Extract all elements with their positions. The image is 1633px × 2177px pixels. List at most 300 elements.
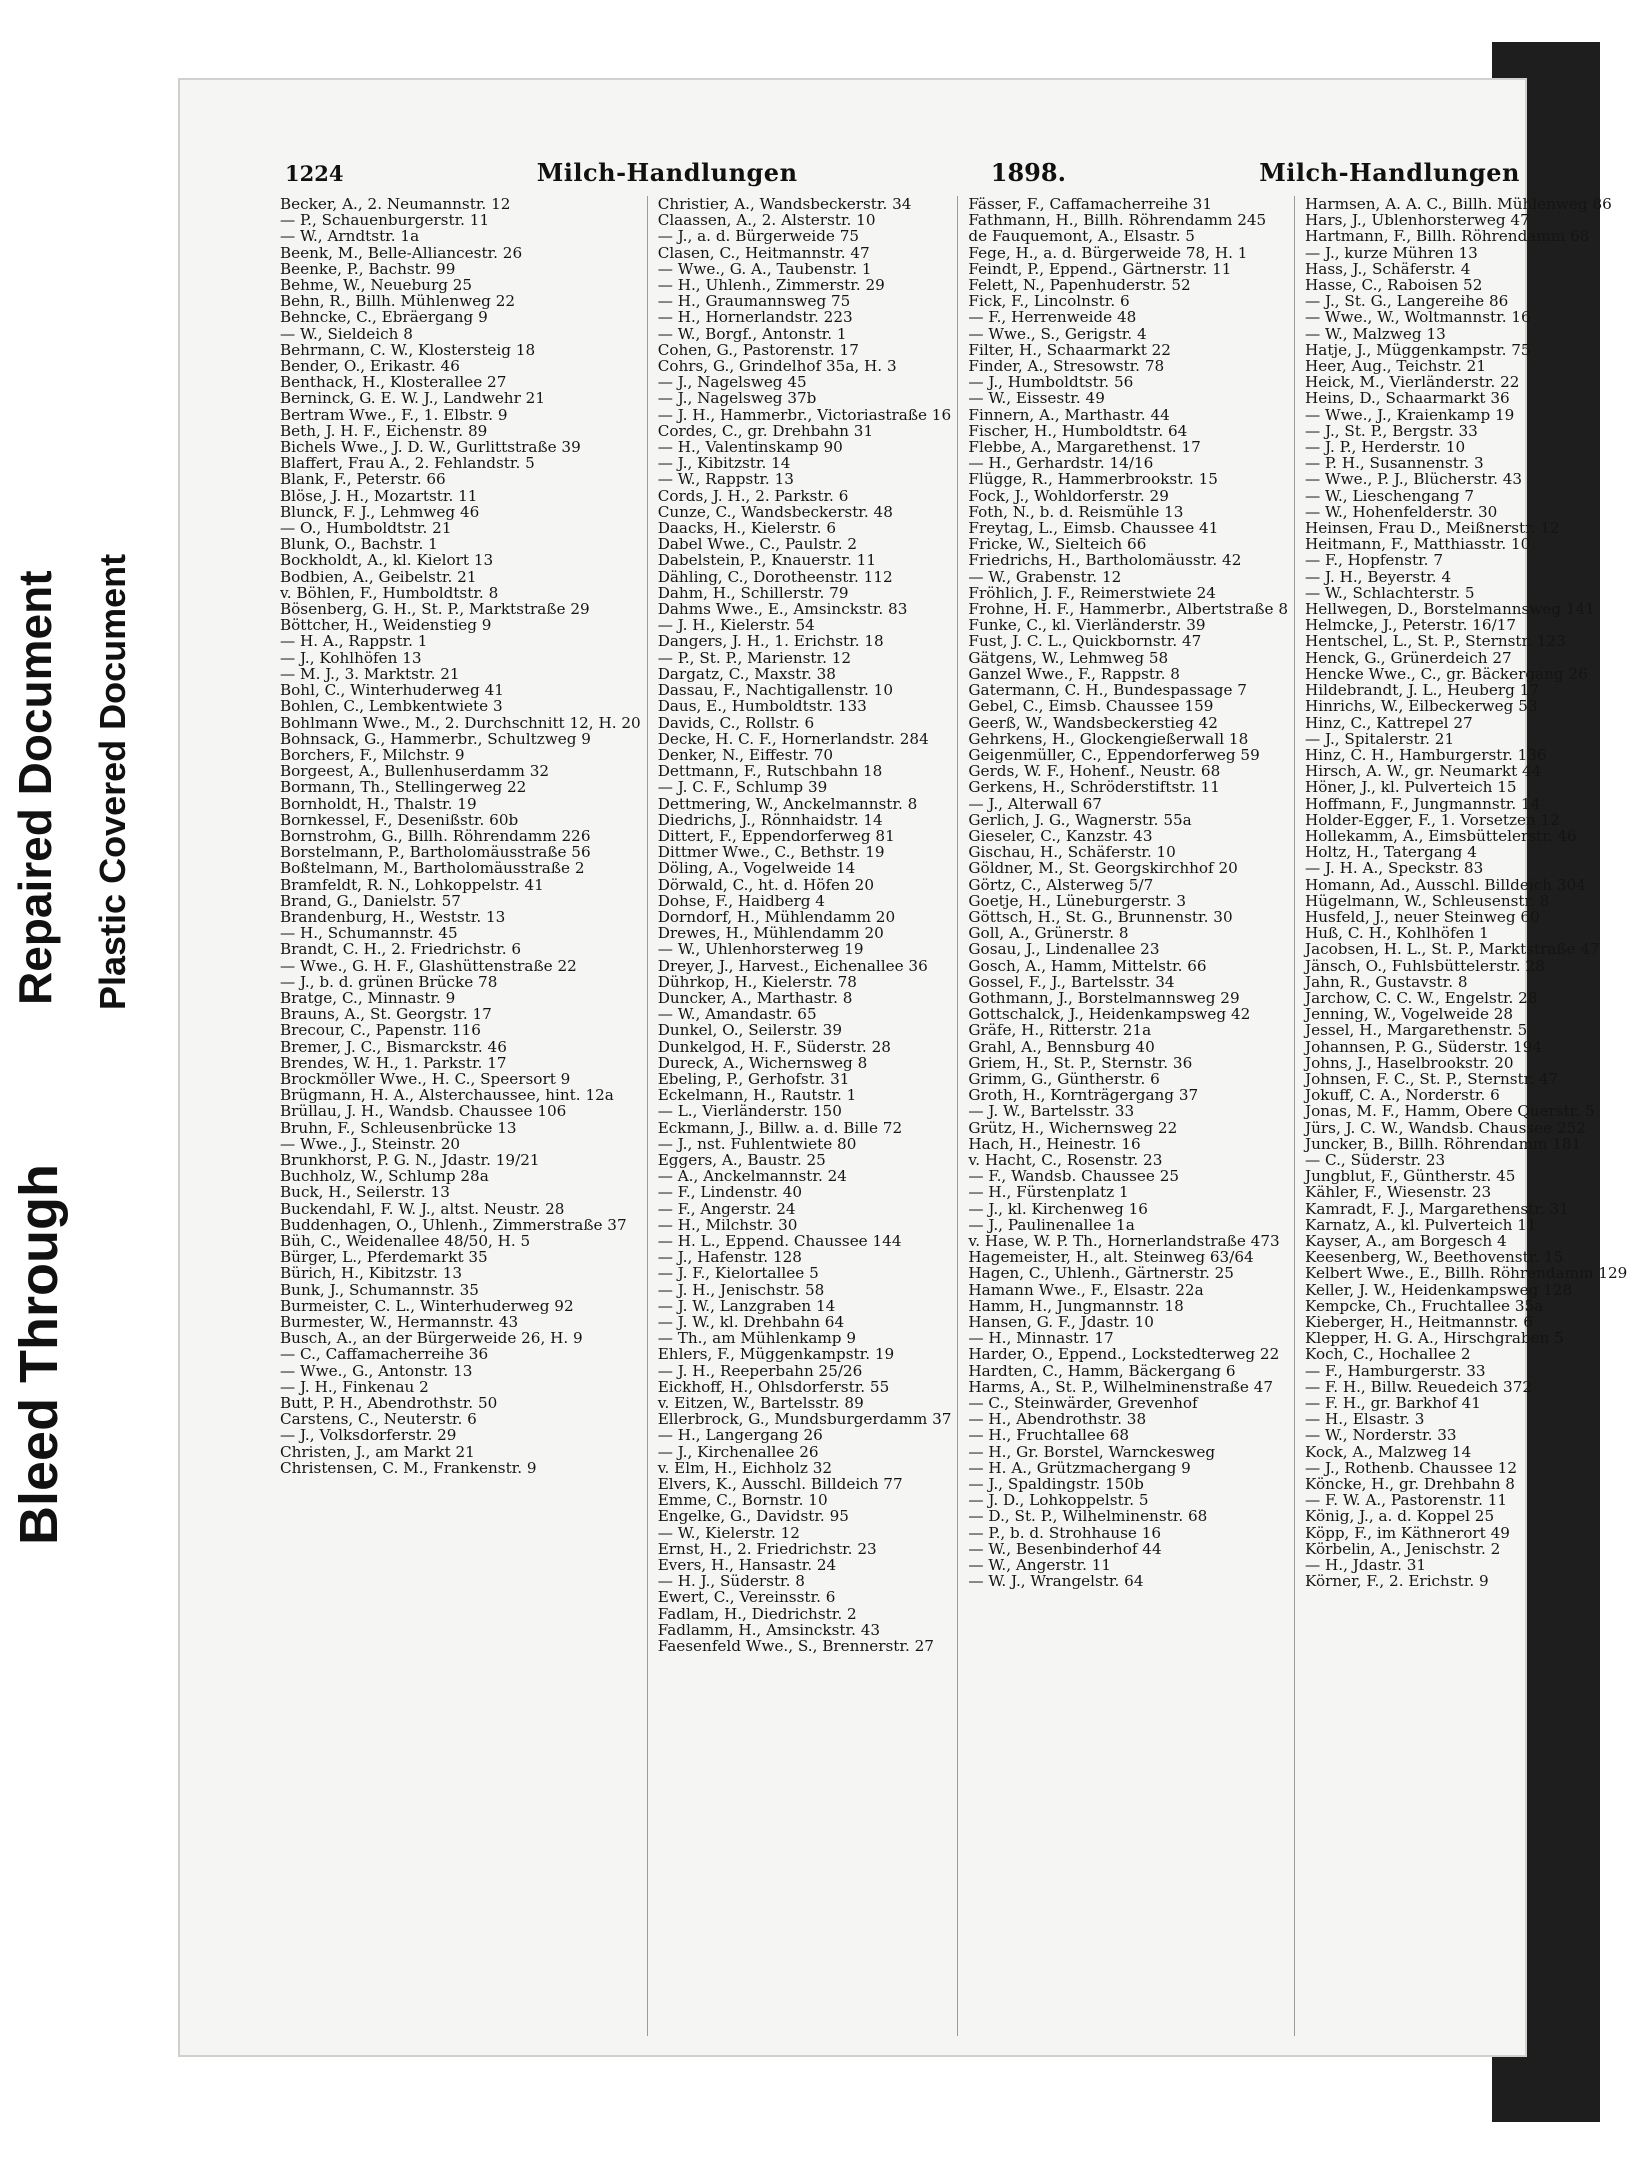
directory-entry: Fröhlich, J. F., Reimerstwiete 24	[968, 583, 1216, 602]
directory-entry: Behme, W., Neueburg 25	[280, 276, 473, 295]
directory-entry: — W., Besenbinderhof 44	[968, 1539, 1162, 1558]
directory-entry: Bender, O., Erikastr. 46	[280, 357, 460, 376]
directory-entry: Finnern, A., Marthastr. 44	[968, 405, 1170, 424]
directory-entry: — F., Hamburgerstr. 33	[1305, 1361, 1486, 1380]
directory-entry: Decke, H. C. F., Hornerlandstr. 284	[657, 729, 929, 748]
directory-entry: Brauns, A., St. Georgstr. 17	[280, 1005, 492, 1024]
directory-entry: Grimm, G., Güntherstr. 6	[968, 1069, 1160, 1088]
directory-entry: Brendes, W. H., 1. Parkstr. 17	[280, 1053, 507, 1072]
directory-entry: Brecour, C., Papenstr. 116	[280, 1021, 481, 1040]
directory-entry: — Wwe., J., Kraienkamp 19	[1305, 405, 1515, 424]
directory-entry: Finder, A., Stresowstr. 78	[968, 357, 1165, 376]
directory-entry: Fadlamm, H., Amsinckstr. 43	[657, 1620, 881, 1639]
directory-entry: Blaffert, Frau A., 2. Fehlandstr. 5	[280, 454, 535, 473]
directory-entry: Cordes, C., gr. Drehbahn 31	[657, 421, 874, 440]
plastic-covered-document-label: Plastic Covered Document	[92, 553, 133, 1010]
directory-entry: Blank, F., Peterstr. 66	[280, 470, 446, 489]
directory-entry: Keesenberg, W., Beethovenstr. 15	[1305, 1248, 1564, 1267]
directory-entry: — F. H., gr. Barkhof 41	[1305, 1394, 1481, 1413]
directory-entry: Griem, H., St. P., Sternstr. 36	[968, 1053, 1193, 1072]
directory-entry: v. Elm, H., Eichholz 32	[657, 1458, 833, 1477]
directory-entry: Jänsch, O., Fuhlsbüttelerstr. 28	[1305, 956, 1545, 975]
directory-entry: de Fauquemont, A., Elsastr. 5	[968, 227, 1195, 246]
directory-entry: Bremer, J. C., Bismarckstr. 46	[280, 1037, 507, 1056]
directory-entry: Ellerbrock, G., Mundsburgerdamm 37	[657, 1410, 952, 1429]
directory-entry: — H., Langergang 26	[657, 1426, 823, 1445]
directory-entry: Dangers, J. H., 1. Erichstr. 18	[657, 632, 884, 651]
directory-entry: — W., Amandastr. 65	[657, 1005, 817, 1024]
directory-entry: Bratge, C., Minnastr. 9	[280, 988, 456, 1007]
directory-entry: — J. F., Kielortallee 5	[657, 1264, 819, 1283]
directory-entry: Cohrs, G., Grindelhof 35a, H. 3	[657, 357, 897, 376]
directory-entry: Borstelmann, P., Bartholomäusstraße 56	[280, 843, 591, 862]
directory-entry: Bodbien, A., Geibelstr. 21	[280, 567, 477, 586]
directory-entry: Gerds, W. F., Hohenf., Neustr. 68	[968, 762, 1221, 781]
directory-entry: — P., St. P., Marienstr. 12	[657, 648, 852, 667]
directory-entry: — J. P., Herderstr. 10	[1305, 438, 1466, 457]
directory-entry: — H., Minnastr. 17	[968, 1329, 1114, 1348]
directory-entry: Cunze, C., Wandsbeckerstr. 48	[657, 502, 893, 521]
directory-entry: — W., Borgf., Antonstr. 1	[657, 324, 847, 343]
directory-entry: Brunkhorst, P. G. N., Jdastr. 19/21	[280, 1150, 540, 1169]
directory-entry: Jahn, R., Gustavstr. 8	[1305, 972, 1468, 991]
directory-entry: Cohen, G., Pastorenstr. 17	[657, 340, 859, 359]
directory-entry: Eckmann, J., Billw. a. d. Bille 72	[657, 1118, 903, 1137]
directory-entry: Brügmann, H. A., Alsterchaussee, hint. 12a	[280, 1086, 614, 1105]
directory-entry: Duncker, A., Marthastr. 8	[657, 988, 853, 1007]
directory-entry: — D., St. P., Wilhelminenstr. 68	[968, 1507, 1208, 1526]
directory-entry: Christier, A., Wandsbeckerstr. 34	[657, 195, 912, 213]
page-title-right: Milch-Handlungen	[1259, 158, 1520, 187]
directory-entry: — W., Malzweg 13	[1305, 324, 1446, 343]
directory-entry: Döling, A., Vogelweide 14	[657, 859, 856, 878]
directory-entry: Hinrichs, W., Eilbeckerweg 53	[1305, 697, 1538, 716]
directory-entry: — J. H., Kielerstr. 54	[657, 616, 815, 635]
directory-entry: Jarchow, C. C. W., Engelstr. 28	[1305, 988, 1538, 1007]
directory-entry: Cords, J. H., 2. Parkstr. 6	[657, 486, 849, 505]
directory-entry: Hansen, G. F., Jdastr. 10	[968, 1313, 1154, 1332]
directory-entry: Ganzel Wwe., F., Rappstr. 8	[968, 664, 1180, 683]
directory-entry: — H., Jdastr. 31	[1305, 1556, 1427, 1575]
directory-entry: Bockholdt, A., kl. Kielort 13	[280, 551, 494, 570]
directory-entry: — J. C. F., Schlump 39	[657, 778, 828, 797]
directory-entry: Höner, J., kl. Pulverteich 15	[1305, 778, 1517, 797]
directory-entry: Hinz, C., Kattrepel 27	[1305, 713, 1473, 732]
directory-entry: Böttcher, H., Weidenstieg 9	[280, 616, 492, 635]
directory-entry: Fock, J., Wohldorferstr. 29	[968, 486, 1169, 505]
directory-entry: Drewes, H., Mühlendamm 20	[657, 924, 884, 943]
directory-entry: — J., Nagelsweg 45	[657, 373, 807, 392]
directory-entry: Blunk, O., Bachstr. 1	[280, 535, 438, 554]
directory-entry: Heitmann, F., Matthiasstr. 10	[1305, 535, 1531, 554]
directory-entry: Gerlich, J. G., Wagnerstr. 55a	[968, 810, 1192, 829]
directory-entry: Gerkens, H., Schröderstiftstr. 11	[968, 778, 1220, 797]
directory-entry: — W., Norderstr. 33	[1305, 1426, 1457, 1445]
directory-entry: — Th., am Mühlenkamp 9	[657, 1329, 857, 1348]
directory-entry: — H., Graumannsweg 75	[657, 292, 851, 311]
directory-entry: Koch, C., Hochallee 2	[1305, 1345, 1471, 1364]
directory-entry: — J., kl. Kirchenweg 16	[968, 1199, 1148, 1218]
directory-entry: Fust, J. C. L., Quickbornstr. 47	[968, 632, 1202, 651]
directory-entry: Jungblut, F., Güntherstr. 45	[1305, 1167, 1516, 1186]
directory-entry: Burmeister, C. L., Winterhuderweg 92	[280, 1296, 574, 1315]
directory-entry: Bichels Wwe., J. D. W., Gurlittstraße 39	[280, 438, 581, 457]
directory-entry: Grütz, H., Wichernsweg 22	[968, 1118, 1178, 1137]
directory-entry: Friedrichs, H., Bartholomäusstr. 42	[968, 551, 1242, 570]
directory-entry: — O., Humboldtstr. 21	[280, 519, 452, 538]
directory-entry: Bornkessel, F., Desenißstr. 60b	[280, 810, 519, 829]
directory-entry: Jenning, W., Vogelweide 28	[1305, 1005, 1514, 1024]
directory-entry: — F., Angerstr. 24	[657, 1199, 796, 1218]
directory-entry: Holtz, H., Tatergang 4	[1305, 843, 1477, 862]
directory-entry: Dargatz, C., Maxstr. 38	[657, 664, 836, 683]
directory-entry: Hardten, C., Hamm, Bäckergang 6	[968, 1361, 1236, 1380]
directory-entry: Fadlam, H., Diedrichstr. 2	[657, 1604, 857, 1623]
directory-entry: Eickhoff, H., Ohlsdorferstr. 55	[657, 1377, 890, 1396]
directory-entry: Hars, J., Ublenhorsterweg 47	[1305, 211, 1530, 230]
directory-entry: Kähler, F., Wiesenstr. 23	[1305, 1183, 1492, 1202]
directory-entry: — Wwe., G. H. F., Glashüttenstraße 22	[280, 956, 577, 975]
directory-entry: Burmester, W., Hermannstr. 43	[280, 1313, 519, 1332]
directory-entry: Beenk, M., Belle-Alliancestr. 26	[280, 243, 523, 262]
directory-entry: — J. H., Reeperbahn 25/26	[657, 1361, 863, 1380]
directory-page	[180, 80, 1628, 2055]
directory-entry: — L., Vierländerstr. 150	[657, 1102, 842, 1121]
directory-entry: Gebel, C., Eimsb. Chaussee 159	[968, 697, 1214, 716]
directory-entry: — J., Kohlhöfen 13	[280, 648, 422, 667]
directory-entry: — W., Sieldeich 8	[280, 324, 413, 343]
directory-entry: Jokuff, C. A., Norderstr. 6	[1305, 1086, 1500, 1105]
directory-entry: Helmcke, J., Peterstr. 16/17	[1305, 616, 1517, 635]
directory-entry: Jürs, J. C. W., Wandsb. Chaussee 252	[1305, 1118, 1586, 1137]
directory-entry: Johns, J., Haselbrookstr. 20	[1305, 1053, 1514, 1072]
directory-entry: Harmsen, A. A. C., Billh. Mühlenweg 86	[1305, 195, 1612, 213]
directory-entry: Hagemeister, H., alt. Steinweg 63/64	[968, 1248, 1254, 1267]
directory-entry: Bürich, H., Kibitzstr. 13	[280, 1264, 463, 1283]
directory-entry: v. Hacht, C., Rosenstr. 23	[968, 1150, 1163, 1169]
directory-entry: Karnatz, A., kl. Pulverteich 11	[1305, 1215, 1537, 1234]
directory-entry: Borgeest, A., Bullenhuserdamm 32	[280, 762, 550, 781]
directory-entry: Harms, A., St. P., Wilhelminenstraße 47	[968, 1377, 1274, 1396]
directory-entry: Hatje, J., Müggenkampstr. 75	[1305, 340, 1531, 359]
directory-entry: Goll, A., Grünerstr. 8	[968, 924, 1129, 943]
directory-entry: Boßtelmann, M., Bartholomäusstraße 2	[280, 859, 585, 878]
directory-entry: Köpp, F., im Käthnerort 49	[1305, 1523, 1510, 1542]
directory-entry: Dittmer Wwe., C., Bethstr. 19	[657, 843, 885, 862]
directory-entry: König, J., a. d. Koppel 25	[1305, 1507, 1495, 1526]
directory-entry: Elvers, K., Ausschl. Billdeich 77	[657, 1475, 903, 1494]
directory-entry: — W. J., Wrangelstr. 64	[968, 1572, 1144, 1591]
directory-entry: — J., Spitalerstr. 21	[1305, 729, 1455, 748]
directory-entry: — Wwe., G. A., Taubenstr. 1	[657, 259, 872, 278]
directory-entry: Felett, N., Papenhuderstr. 52	[968, 276, 1191, 295]
directory-entry: Faesenfeld Wwe., S., Brennerstr. 27	[657, 1637, 934, 1656]
directory-entry: Eckelmann, H., Rautstr. 1	[657, 1086, 857, 1105]
directory-entry: Christen, J., am Markt 21	[280, 1442, 475, 1461]
directory-entry: — F., Herrenweide 48	[968, 308, 1137, 327]
directory-entry: — J. H., Hammerbr., Victoriastraße 16	[657, 405, 952, 424]
directory-entry: Dörwald, C., ht. d. Höfen 20	[657, 875, 874, 894]
directory-entry: Fathmann, H., Billh. Röhrendamm 245	[968, 211, 1267, 230]
directory-entry: Hass, J., Schäferstr. 4	[1305, 259, 1471, 278]
directory-entry: Dittert, F., Eppendorferweg 81	[657, 826, 895, 845]
directory-entry: Brandt, C. H., 2. Friedrichstr. 6	[280, 940, 522, 959]
directory-entry: Fege, H., a. d. Bürgerweide 78, H. 1	[968, 243, 1248, 262]
directory-entry: Busch, A., an der Bürgerweide 26, H. 9	[280, 1329, 583, 1348]
directory-entry: Bohnsack, G., Hammerbr., Schultzweg 9	[280, 729, 591, 748]
directory-entry: — Wwe., W., Woltmannstr. 16	[1305, 308, 1531, 327]
directory-entry: — J., Rothenb. Chaussee 12	[1305, 1458, 1517, 1477]
directory-entry: — J., a. d. Bürgerweide 75	[657, 227, 860, 246]
directory-entry: Köncke, H., gr. Drehbahn 8	[1305, 1475, 1515, 1494]
directory-entry: Juncker, B., Billh. Röhrendamm 181	[1305, 1134, 1582, 1153]
directory-entry: — H. J., Süderstr. 8	[657, 1572, 805, 1591]
directory-entry: — J. W., Bartelsstr. 33	[968, 1102, 1135, 1121]
directory-entry: — J. H. A., Speckstr. 83	[1305, 859, 1484, 878]
directory-entry: Kayser, A., am Borgesch 4	[1305, 1232, 1507, 1250]
directory-entry: Gieseler, C., Kanzstr. 43	[968, 826, 1153, 845]
directory-entry: Berninck, G. E. W. J., Landwehr 21	[280, 389, 546, 408]
directory-entry: Hirsch, A. W., gr. Neumarkt 44	[1305, 762, 1542, 781]
directory-entry: Dureck, A., Wichernsweg 8	[657, 1053, 868, 1072]
directory-entry: Johnsen, F. C., St. P., Sternstr. 47	[1305, 1069, 1559, 1088]
directory-entry: Funke, C., kl. Vierländerstr. 39	[968, 616, 1206, 635]
directory-entry: Eggers, A., Baustr. 25	[657, 1150, 826, 1169]
directory-entry: Grahl, A., Bennsburg 40	[968, 1037, 1155, 1056]
directory-entry: — H., Fruchtallee 68	[968, 1426, 1130, 1445]
directory-entry: Heinsen, Frau D., Meißnerstr. 12	[1305, 519, 1560, 538]
directory-entry: Hoffmann, F., Jungmannstr. 14	[1305, 794, 1541, 813]
page-year: 1898.	[990, 158, 1066, 187]
directory-entry: Gehrkens, H., Glockengießerwall 18	[968, 729, 1249, 748]
directory-entry: Hach, H., Heinestr. 16	[968, 1134, 1141, 1153]
directory-column-4	[1305, 196, 1633, 2036]
directory-entry: Dorndorf, H., Mühlendamm 20	[657, 907, 896, 926]
directory-entry: Hamm, H., Jungmannstr. 18	[968, 1296, 1184, 1315]
directory-entry: — P., b. d. Strohhause 16	[968, 1523, 1162, 1542]
directory-entry: Ernst, H., 2. Friedrichstr. 23	[657, 1539, 877, 1558]
directory-entry: — M. J., 3. Marktstr. 21	[280, 664, 460, 683]
directory-entry: Husfeld, J., neuer Steinweg 60	[1305, 907, 1540, 926]
directory-entry: Kelbert Wwe., E., Billh. Röhrendamm 129	[1305, 1264, 1628, 1283]
directory-entry: — W., Lieschengang 7	[1305, 486, 1475, 505]
directory-entry: Bürger, L., Pferdemarkt 35	[280, 1248, 488, 1267]
directory-entry: Dohse, F., Haidberg 4	[657, 891, 825, 910]
directory-entry: — C., Caffamacherreihe 36	[280, 1345, 489, 1364]
directory-entry: Jessel, H., Margarethenstr. 5	[1305, 1021, 1528, 1040]
directory-entry: Davids, C., Rollstr. 6	[657, 713, 815, 732]
directory-entry: — J., Volksdorferstr. 29	[280, 1426, 457, 1445]
directory-entry: Dettmann, F., Rutschbahn 18	[657, 762, 883, 781]
page-title-left: Milch-Handlungen	[536, 158, 798, 187]
directory-entry: — H., Schumannstr. 45	[280, 924, 458, 943]
directory-entry: — H., Hornerlandstr. 223	[657, 308, 853, 327]
directory-entry: Ewert, C., Vereinsstr. 6	[657, 1588, 836, 1607]
directory-entry: — J., Kirchenallee 26	[657, 1442, 819, 1461]
directory-entry: Fricke, W., Sielteich 66	[968, 535, 1147, 554]
page-header	[285, 158, 1520, 198]
directory-entry: — J., b. d. grünen Brücke 78	[280, 972, 498, 991]
directory-entry: — F., Wandsb. Chaussee 25	[968, 1167, 1180, 1186]
directory-entry: — J. W., Lanzgraben 14	[657, 1296, 836, 1315]
directory-entry: Dunkel, O., Seilerstr. 39	[657, 1021, 843, 1040]
directory-entry: — W., Schlachterstr. 5	[1305, 583, 1475, 602]
directory-entry: Göldner, M., St. Georgskirchhof 20	[968, 859, 1238, 878]
directory-entry: Dähling, C., Dorotheenstr. 112	[657, 567, 893, 586]
directory-entry: Brüllau, J. H., Wandsb. Chaussee 106	[280, 1102, 567, 1121]
directory-entry: Körbelin, A., Jenischstr. 2	[1305, 1539, 1501, 1558]
directory-entry: Hartmann, F., Billh. Röhrendamm 68	[1305, 227, 1590, 246]
directory-entry: Holder-Egger, F., 1. Vorsetzen 12	[1305, 810, 1560, 829]
directory-entry: — P. H., Susannenstr. 3	[1305, 454, 1484, 473]
directory-entry: Behrmann, C. W., Klostersteig 18	[280, 340, 536, 359]
directory-entry: Kock, A., Malzweg 14	[1305, 1442, 1472, 1461]
directory-entry: — J. H., Beyerstr. 4	[1305, 567, 1452, 586]
directory-entry: Evers, H., Hansastr. 24	[657, 1556, 837, 1575]
directory-entry: Hamann Wwe., F., Elsastr. 22a	[968, 1280, 1204, 1299]
directory-entry: — J., kurze Mühren 13	[1305, 243, 1478, 262]
directory-entry: — H. L., Eppend. Chaussee 144	[657, 1232, 902, 1250]
directory-entry: Emme, C., Bornstr. 10	[657, 1491, 828, 1510]
directory-entry: Ebeling, P., Gerhofstr. 31	[657, 1069, 850, 1088]
directory-entry: Gothmann, J., Borstelmannsweg 29	[968, 988, 1240, 1007]
directory-entry: Gräfe, H., Ritterstr. 21a	[968, 1021, 1152, 1040]
directory-entry: Homann, Ad., Ausschl. Billdeich 304	[1305, 875, 1586, 894]
directory-entry: Keller, J. W., Heidenkampsweg 128	[1305, 1280, 1573, 1299]
directory-entry: Bertram Wwe., F., 1. Elbstr. 9	[280, 405, 508, 424]
directory-entry: Fischer, H., Humboldtstr. 64	[968, 421, 1188, 440]
directory-entry: — H., Elsastr. 3	[1305, 1410, 1425, 1429]
directory-entry: Körner, F., 2. Erichstr. 9	[1305, 1572, 1489, 1591]
directory-entry: Groth, H., Kornträgergang 37	[968, 1086, 1199, 1105]
directory-entry: Johannsen, P. G., Süderstr. 194	[1305, 1037, 1543, 1056]
directory-entry: Hentschel, L., St. P., Sternstr. 123	[1305, 632, 1566, 651]
directory-entry: Jacobsen, H. L., St. P., Marktstraße 47	[1305, 940, 1600, 959]
directory-entry: Foth, N., b. d. Reismühle 13	[968, 502, 1184, 521]
directory-entry: Hinz, C. H., Hamburgerstr. 136	[1305, 745, 1547, 764]
directory-entry: Dahms Wwe., E., Amsinckstr. 83	[657, 600, 908, 619]
directory-entry: Dührkop, H., Kielerstr. 78	[657, 972, 857, 991]
directory-entry: Heins, D., Schaarmarkt 36	[1305, 389, 1510, 408]
directory-entry: Beth, J. H. F., Eichenstr. 89	[280, 421, 488, 440]
directory-entry: — J., St. P., Bergstr. 33	[1305, 421, 1478, 440]
directory-entry: Brockmöller Wwe., H. C., Speersort 9	[280, 1069, 571, 1088]
directory-column-1	[280, 196, 648, 2036]
directory-entry: Denker, N., Eiffestr. 70	[657, 745, 834, 764]
directory-entry: Ehlers, F., Müggenkampstr. 19	[657, 1345, 895, 1364]
directory-entry: Görtz, C., Alsterweg 5/7	[968, 875, 1154, 894]
directory-entry: — J. H., Jenischstr. 58	[657, 1280, 825, 1299]
directory-entry: Dreyer, J., Harvest., Eichenallee 36	[657, 956, 928, 975]
directory-entry: — J., Spaldingstr. 150b	[968, 1475, 1144, 1494]
directory-entry: — H., Fürstenplatz 1	[968, 1183, 1129, 1202]
directory-entry: — J., Humboldtstr. 56	[968, 373, 1134, 392]
directory-entry: Buckendahl, F. W. J., altst. Neustr. 28	[280, 1199, 565, 1218]
directory-entry: — H., Milchstr. 30	[657, 1215, 798, 1234]
directory-entry: Bornstrohm, G., Billh. Röhrendamm 226	[280, 826, 591, 845]
directory-entry: — F. H., Billw. Reuedeich 372	[1305, 1377, 1533, 1396]
directory-entry: Kempcke, Ch., Fruchtallee 35a	[1305, 1296, 1544, 1315]
directory-entry: Bruhn, F., Schleusenbrücke 13	[280, 1118, 517, 1137]
directory-entry: Benthack, H., Klosterallee 27	[280, 373, 507, 392]
directory-entry: Dassau, F., Nachtigallenstr. 10	[657, 681, 893, 700]
directory-entry: Gätgens, W., Lehmweg 58	[968, 648, 1169, 667]
directory-entry: Geerß, W., Wandsbeckerstieg 42	[968, 713, 1218, 732]
directory-entry: — A., Anckelmannstr. 24	[657, 1167, 847, 1186]
directory-entry: — J. W., kl. Drehbahn 64	[657, 1313, 845, 1332]
directory-entry: Hagen, C., Uhlenh., Gärtnerstr. 25	[968, 1264, 1234, 1283]
directory-entry: Hildebrandt, J. L., Heuberg 17	[1305, 681, 1539, 700]
directory-entry: Brand, G., Danielstr. 57	[280, 891, 461, 910]
directory-entry: Bohlmann Wwe., M., 2. Durchschnitt 12, H. 20	[280, 713, 641, 732]
directory-entry: Brandenburg, H., Weststr. 13	[280, 907, 506, 926]
directory-entry: Bramfeldt, R. N., Lohkoppelstr. 41	[280, 875, 544, 894]
directory-entry: Harder, O., Eppend., Lockstedterweg 22	[968, 1345, 1280, 1364]
directory-entry: Bormann, Th., Stellingerweg 22	[280, 778, 527, 797]
directory-entry: Hügelmann, W., Schleusenstr. 8	[1305, 891, 1550, 910]
directory-entry: Gottschalck, J., Heidenkampsweg 42	[968, 1005, 1251, 1024]
directory-entry: — C., Süderstr. 23	[1305, 1150, 1446, 1169]
side-labels	[0, 0, 170, 2177]
directory-entry: — F., Lindenstr. 40	[657, 1183, 803, 1202]
directory-entry: Hencke Wwe., C., gr. Bäckergang 26	[1305, 664, 1588, 683]
directory-entry: Göttsch, H., St. G., Brunnenstr. 30	[968, 907, 1233, 926]
directory-entry: Freytag, L., Eimsb. Chaussee 41	[968, 519, 1219, 538]
directory-entry: Christensen, C. M., Frankenstr. 9	[280, 1458, 537, 1477]
directory-entry: — Wwe., S., Gerigstr. 4	[968, 324, 1147, 343]
directory-entry: Dettmering, W., Anckelmannstr. 8	[657, 794, 918, 813]
directory-entry: Blöse, J. H., Mozartstr. 11	[280, 486, 478, 505]
directory-entry: — C., Steinwärder, Grevenhof	[968, 1394, 1198, 1413]
directory-entry: Gatermann, C. H., Bundespassage 7	[968, 681, 1247, 700]
directory-entry: Gosch, A., Hamm, Mittelstr. 66	[968, 956, 1207, 975]
directory-entry: Bohlen, C., Lembkentwiete 3	[280, 697, 503, 716]
directory-entry: Fick, F., Lincolnstr. 6	[968, 292, 1130, 311]
directory-entry: — W., Angerstr. 11	[968, 1556, 1112, 1575]
directory-entry: Borchers, F., Milchstr. 9	[280, 745, 465, 764]
directory-entry: Hollekamm, A., Eimsbüttelerstr. 46	[1305, 826, 1577, 845]
directory-entry: — J. D., Lohkoppelstr. 5	[968, 1491, 1149, 1510]
bleed-through-label: Bleed Through	[9, 1164, 69, 1545]
directory-entry: Carstens, C., Neuterstr. 6	[280, 1410, 477, 1429]
directory-entry: v. Hase, W. P. Th., Hornerlandstraße 473	[968, 1232, 1280, 1250]
directory-entry: Flügge, R., Hammerbrookstr. 15	[968, 470, 1218, 489]
directory-entry: Engelke, G., Davidstr. 95	[657, 1507, 849, 1526]
directory-column-2	[658, 196, 959, 2036]
directory-entry: Klepper, H. G. A., Hirschgraben 5	[1305, 1329, 1564, 1348]
directory-entry: — H., Abendrothstr. 38	[968, 1410, 1147, 1429]
directory-entry: Jonas, M. F., Hamm, Obere Querstr. 5	[1305, 1102, 1595, 1121]
directory-entry: v. Eitzen, W., Bartelsstr. 89	[657, 1394, 864, 1413]
directory-entry: Daus, E., Humboldtstr. 133	[657, 697, 867, 716]
directory-entry: Daacks, H., Kielerstr. 6	[657, 519, 836, 538]
directory-entry: Buck, H., Seilerstr. 13	[280, 1183, 450, 1202]
directory-entry: Geigenmüller, C., Eppendorferweg 59	[968, 745, 1260, 764]
directory-entry: Dahm, H., Schillerstr. 79	[657, 583, 849, 602]
directory-entry: Dunkelgod, H. F., Süderstr. 28	[657, 1037, 891, 1056]
directory-entry: — W., Eissestr. 49	[968, 389, 1105, 408]
directory-entry: — W., Grabenstr. 12	[968, 567, 1122, 586]
directory-entry: Becker, A., 2. Neumannstr. 12	[280, 195, 511, 213]
directory-entry: — H., Gerhardstr. 14/16	[968, 454, 1154, 473]
directory-entry: Gischau, H., Schäferstr. 10	[968, 843, 1176, 862]
repaired-document-label: Repaired Document	[9, 570, 61, 1005]
directory-entry: — J., Paulinenallee 1a	[968, 1215, 1135, 1234]
directory-entry: Kieberger, H., Heitmannstr. 6	[1305, 1313, 1533, 1332]
directory-entry: Bohl, C., Winterhuderweg 41	[280, 681, 504, 700]
directory-entry: — W., Rappstr. 13	[657, 470, 794, 489]
directory-entry: — W., Kielerstr. 12	[657, 1523, 800, 1542]
